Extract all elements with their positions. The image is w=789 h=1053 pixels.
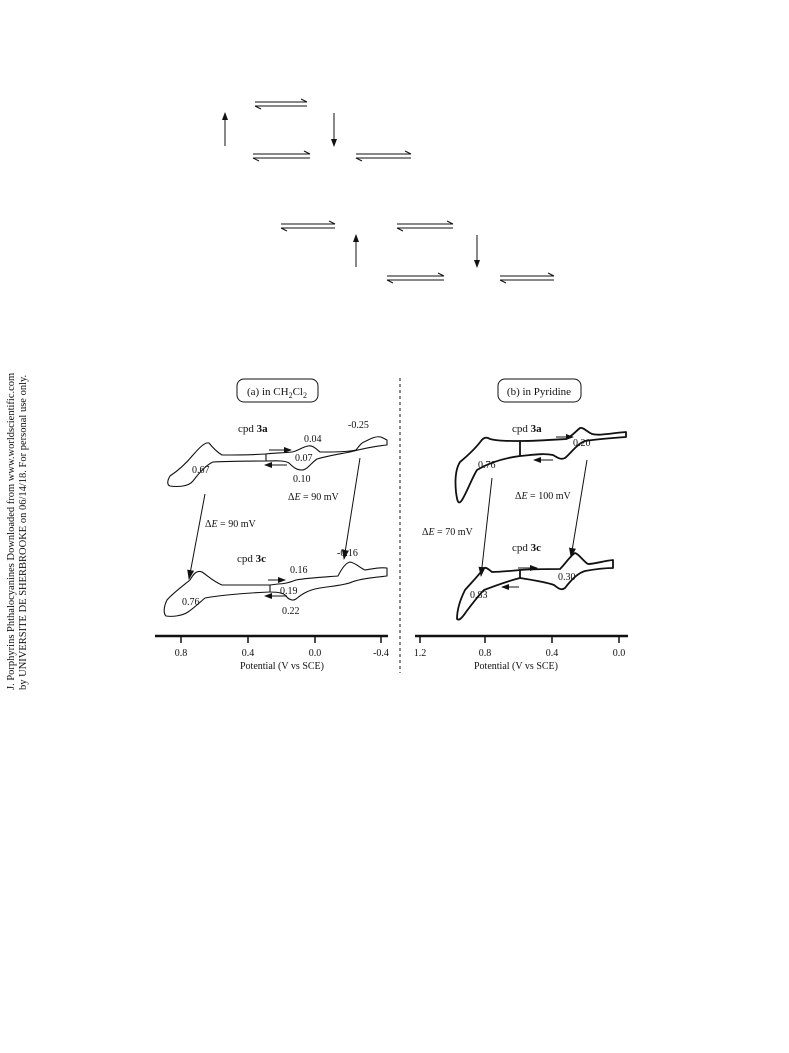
peak-label: 0.83	[470, 590, 488, 601]
x-tick-label: -0.4	[373, 648, 389, 659]
panel-a	[155, 379, 389, 672]
peak-label: 0.76	[182, 597, 200, 608]
peak-label: 0.16	[290, 565, 308, 576]
panel-b-x-axis	[414, 636, 628, 672]
peak-label: 0.07	[295, 453, 313, 464]
x-axis-label: Potential (V vs SCE)	[240, 661, 324, 672]
delta-e-left: ΔE = 90 mV	[205, 519, 256, 530]
delta-e-right: ΔE = 90 mV	[288, 492, 339, 503]
cv-curve-3c-py-left	[457, 568, 520, 620]
credit-line-1: J. Porphyrins Phthalocyanines Downloaded from www.worldscientific.com	[6, 372, 17, 690]
peak-label: 0.76	[478, 460, 496, 471]
equilibrium-arrow	[397, 221, 453, 231]
shift-arrow-right	[571, 460, 587, 557]
x-tick-label: 0.4	[241, 648, 255, 659]
peak-label: 0.22	[282, 606, 300, 617]
peak-label: 0.04	[304, 434, 322, 445]
panel-a-cpd-bottom: cpd 3c	[237, 553, 267, 565]
cv-curve-3c-dcm-left	[164, 571, 270, 616]
x-tick-label: 0.8	[478, 648, 492, 659]
panel-a-label: (a) in $CH_2Cl_2$	[247, 386, 307, 400]
panel-a-x-axis	[155, 636, 389, 672]
credit-line-2: by UNIVERSITE DE SHERBROOKE on 06/14/18. For personal use only.	[18, 374, 29, 690]
peak-label: 0.30	[558, 572, 576, 583]
x-tick-label: 0.0	[612, 648, 626, 659]
reaction-scheme	[225, 99, 554, 283]
equilibrium-arrow	[356, 151, 411, 161]
x-tick-label: 1.2	[413, 648, 427, 659]
cv-curve-3a-dcm-left	[168, 443, 266, 487]
peak-label: 0.67	[192, 465, 210, 476]
shift-arrow-left	[481, 478, 492, 576]
equilibrium-arrow	[387, 273, 444, 283]
peak-label: 0.19	[280, 586, 298, 597]
delta-e-left: ΔE = 70 mV	[422, 527, 473, 538]
panel-a-cpd-top: cpd 3a	[238, 423, 268, 435]
equilibrium-arrow	[500, 273, 554, 283]
panel-b-cpd-top: cpd 3a	[512, 423, 542, 435]
peak-label: 0.20	[573, 438, 591, 449]
shift-arrow-left	[189, 494, 205, 579]
x-tick-label: 0.0	[308, 648, 322, 659]
sidebar-credit	[6, 373, 29, 690]
panel-b	[414, 379, 628, 672]
peak-label: -0.25	[348, 420, 369, 431]
peak-label: 0.10	[293, 474, 311, 485]
delta-e-right: ΔE = 100 mV	[515, 491, 571, 502]
equilibrium-arrow	[255, 99, 307, 109]
shift-arrow-right	[344, 458, 360, 559]
x-tick-label: 0.8	[174, 648, 188, 659]
panel-b-label: (b) in Pyridine	[506, 386, 572, 398]
peak-label: -0.16	[337, 548, 358, 559]
panel-b-cpd-bottom: cpd 3c	[512, 542, 542, 554]
equilibrium-arrow	[281, 221, 335, 231]
x-tick-label: 0.4	[545, 648, 559, 659]
equilibrium-arrow	[253, 151, 310, 161]
x-axis-label: Potential (V vs SCE)	[474, 661, 558, 672]
